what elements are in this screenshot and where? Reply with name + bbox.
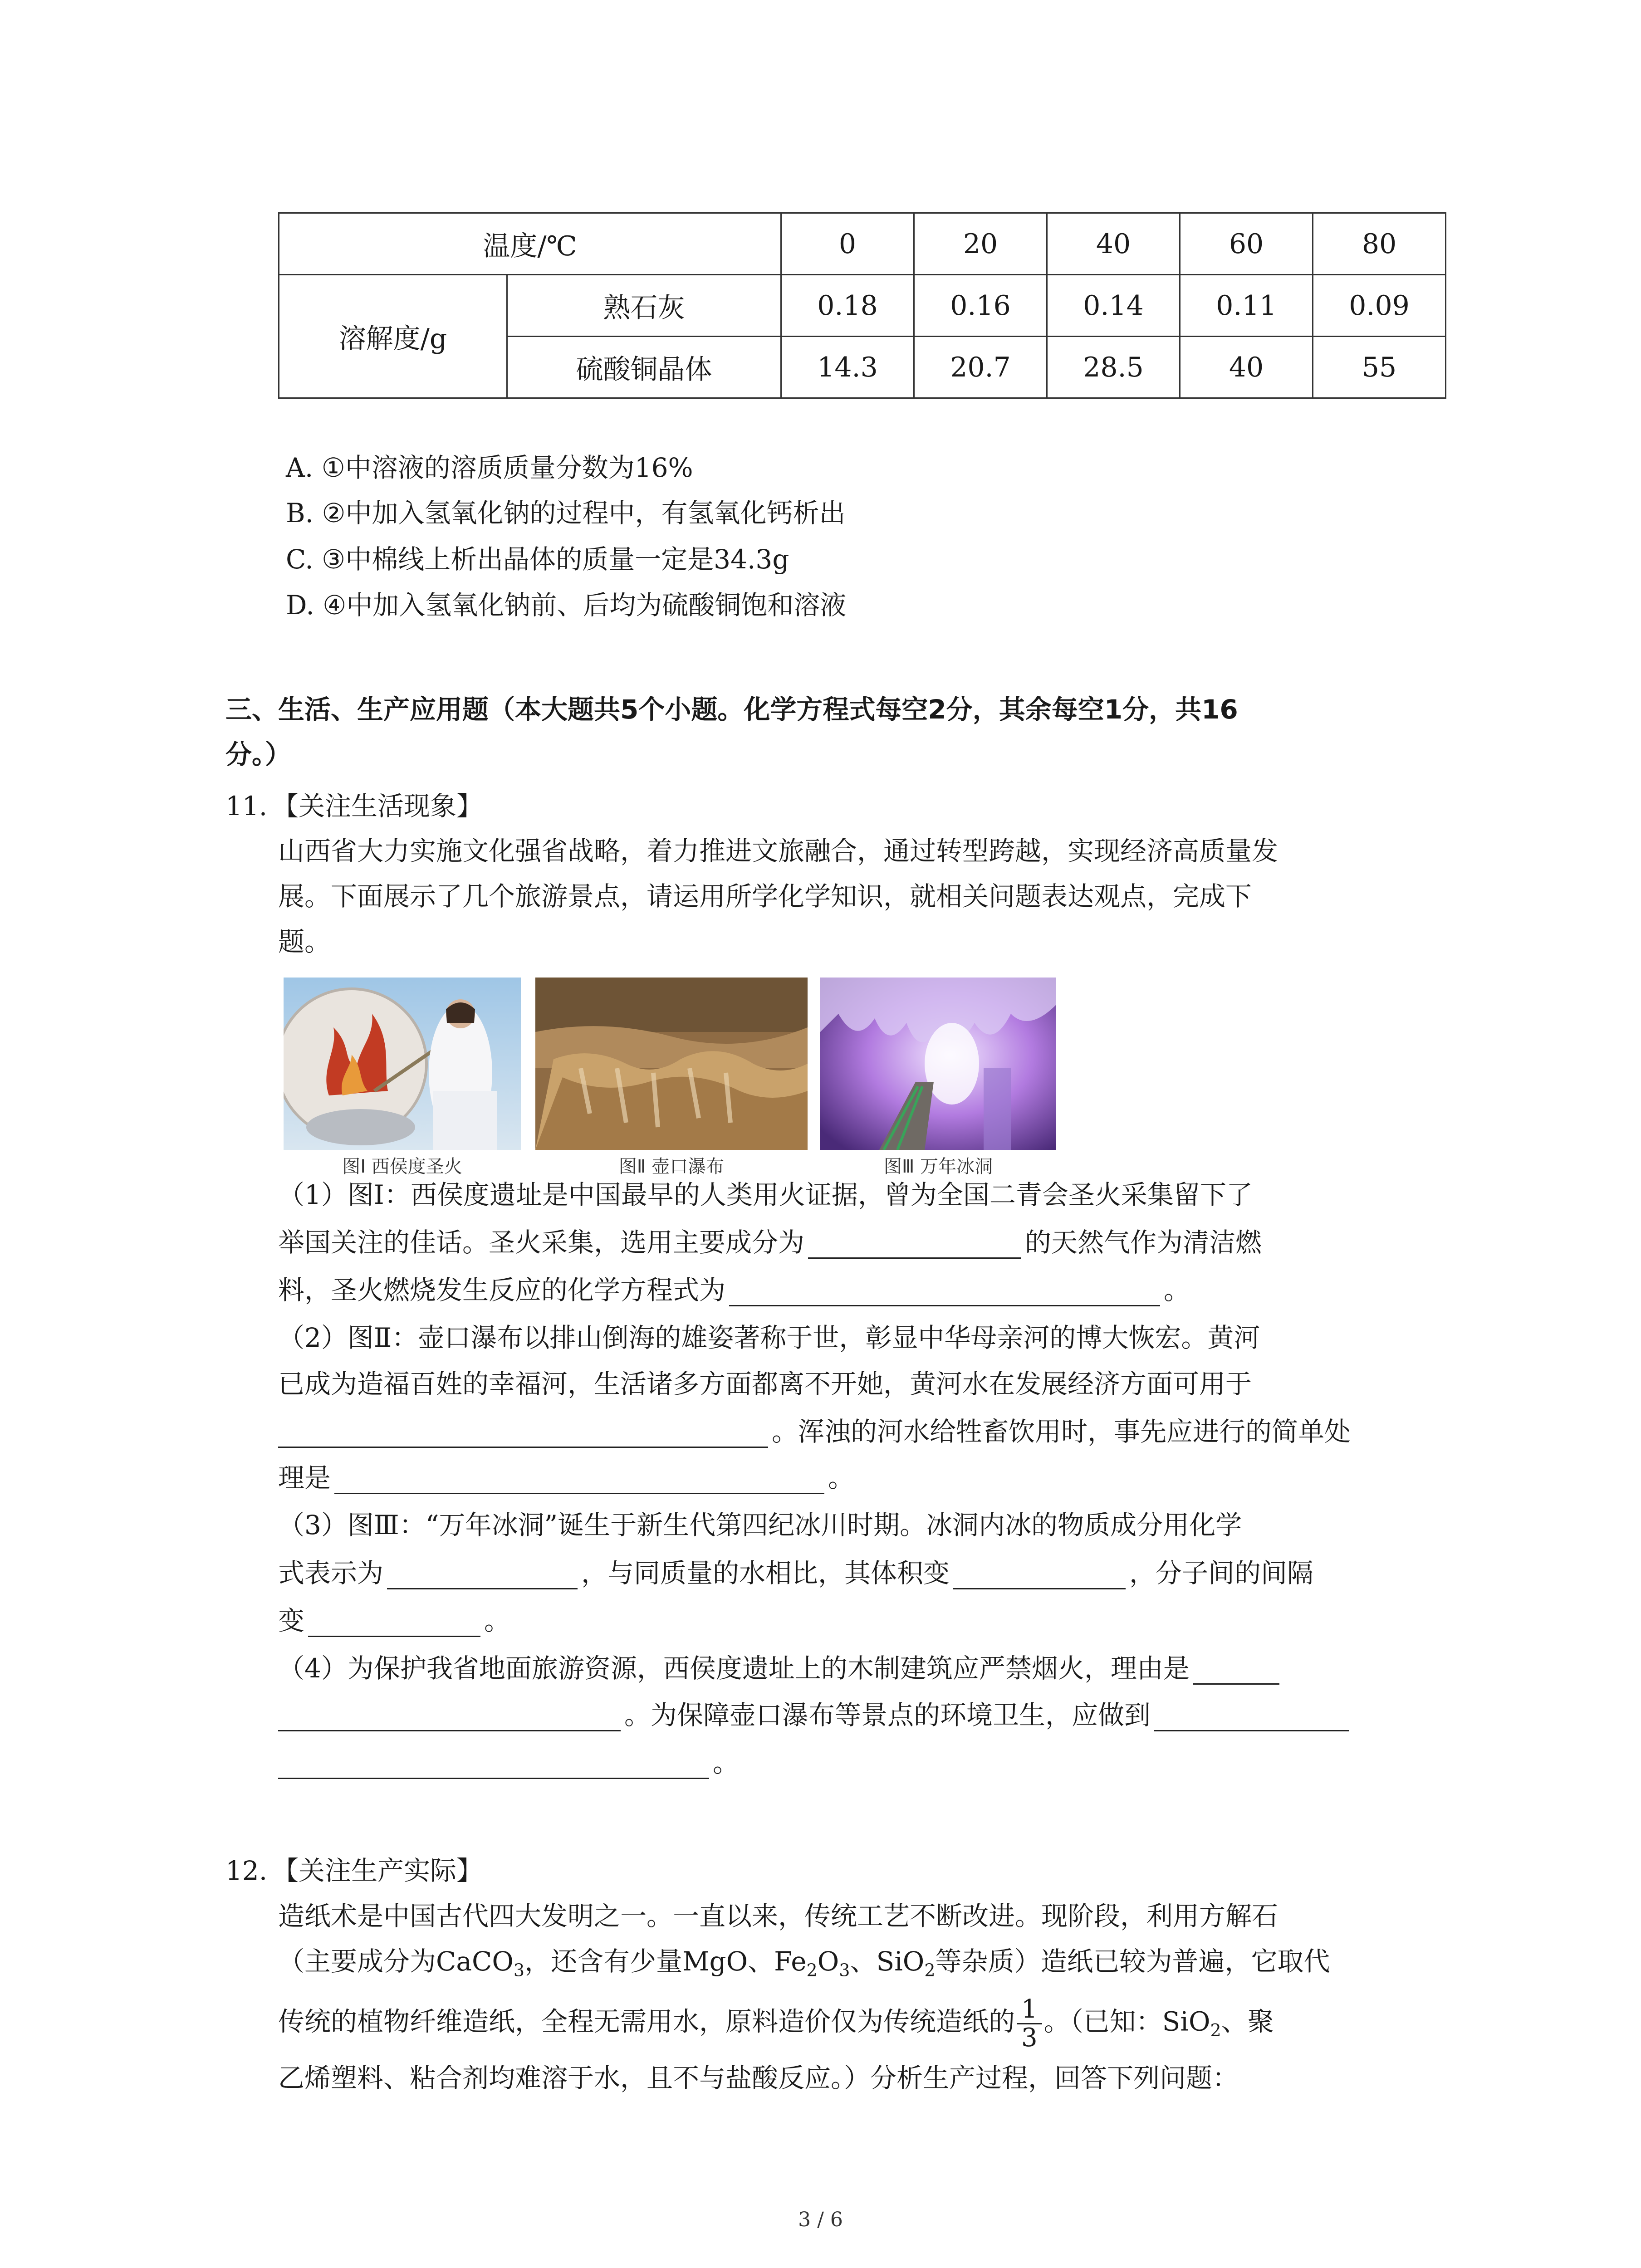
table-header-temperature: 温度/℃ — [279, 213, 781, 275]
table-cell: 55 — [1313, 337, 1446, 398]
text-span: 。为保障壶口瀑布等景点的环境卫生，应做到 — [624, 1700, 1151, 1730]
text-span: 举国关注的佳话。圣火采集，选用主要成分为 — [278, 1227, 805, 1258]
subscript: 3 — [839, 1960, 850, 1980]
subscript: 2 — [924, 1960, 936, 1980]
paragraph-line: 山西省大力实施文化强省战略，着力推进文旅融合，通过转型跨越，实现经济高质量发 — [278, 836, 1279, 866]
photo-caption-3: 图Ⅲ 万年冰洞 — [883, 1156, 993, 1177]
answer-blank[interactable] — [387, 1562, 578, 1589]
fraction — [1017, 1996, 1042, 2052]
paragraph-line — [278, 1274, 1190, 1306]
text-span: 。（已知：SiO — [1043, 2006, 1210, 2037]
text-span: （4）为保护我省地面旅游资源，西侯度遗址上的木制建筑应严禁烟火，理由是 — [278, 1653, 1190, 1684]
paragraph-line: 乙烯塑料、粘合剂均难溶于水，且不与盐酸反应。）分析生产过程，回答下列问题： — [278, 2063, 1239, 2093]
sub-question-3: （3）图Ⅲ：“万年冰洞”诞生于新生代第四纪冰川时期。冰洞内冰的物质成分用化学 — [278, 1510, 1242, 1540]
text-span: 。 — [1164, 1275, 1190, 1305]
answer-blank[interactable] — [278, 1751, 709, 1779]
page-number: 3 / 6 — [798, 2208, 843, 2231]
section-heading: 三、生活、生产应用题（本大题共5个小题。化学方程式每空2分，其余每空1分，共16 — [225, 694, 1238, 725]
paragraph-line — [278, 1746, 739, 1779]
answer-blank[interactable] — [278, 1704, 621, 1731]
table-cell: 0.16 — [914, 275, 1047, 337]
answer-blank[interactable] — [729, 1279, 1160, 1306]
text-span: 变 — [278, 1605, 305, 1636]
option-c: C. ③中棉线上析出晶体的质量一定是34.3g — [286, 544, 789, 575]
text-span: ，分子间的间隔 — [1129, 1558, 1314, 1589]
sub-question-2: （2）图Ⅱ：壶口瀑布以排山倒海的雄姿著称于世，彰显中华母亲河的博大恢宏。黄河 — [278, 1322, 1260, 1353]
section-heading-cont: 分。） — [225, 739, 292, 770]
text-span: 的天然气作为清洁燃 — [1025, 1227, 1262, 1258]
table-row-label-slaked-lime: 熟石灰 — [507, 275, 781, 337]
table-row-label-copper-sulfate: 硫酸铜晶体 — [507, 337, 781, 398]
photo-caption-2: 图Ⅱ 壶口瀑布 — [618, 1156, 725, 1177]
photo-caption-1: 图Ⅰ 西侯度圣火 — [342, 1156, 462, 1177]
paragraph-line — [278, 1226, 1262, 1259]
option-d: D. ④中加入氢氧化钠前、后均为硫酸铜饱和溶液 — [286, 590, 847, 621]
answer-blank[interactable] — [334, 1466, 824, 1494]
question-tag: 【关注生活现象】 — [272, 791, 483, 821]
text-span: （主要成分为CaCO — [278, 1946, 514, 1977]
solubility-table — [278, 212, 1446, 399]
photo-ice-cave — [820, 978, 1056, 1150]
fraction-denominator: 3 — [1021, 2023, 1038, 2053]
text-span: 式表示为 — [278, 1558, 384, 1589]
fraction-numerator: 1 — [1017, 1996, 1042, 2024]
text-span: 、SiO — [850, 1946, 925, 1977]
text-span: 。 — [484, 1605, 511, 1636]
text-span: 、聚 — [1221, 2006, 1274, 2037]
subscript: 2 — [1210, 2020, 1221, 2041]
paragraph-line — [278, 1996, 1274, 2052]
text-span: ，还含有少量MgO、Fe — [524, 1946, 807, 1977]
paragraph-line — [278, 1604, 510, 1637]
photo-xihoudu-flame — [284, 978, 521, 1150]
photo-hukou-waterfall — [535, 978, 808, 1150]
answer-blank[interactable] — [808, 1231, 1021, 1259]
text-span: ，与同质量的水相比，其体积变 — [581, 1558, 950, 1589]
text-span: 理是 — [278, 1462, 331, 1493]
text-span: 传统的植物纤维造纸，全程无需用水，原料造价仅为传统造纸的 — [278, 2006, 1015, 2037]
table-cell: 40 — [1180, 337, 1313, 398]
sub-question-1: （1）图Ⅰ：西侯度遗址是中国最早的人类用火证据，曾为全国二青会圣火采集留下了 — [278, 1179, 1253, 1210]
table-cell: 0.11 — [1180, 275, 1313, 337]
option-a: A. ①中溶液的溶质质量分数为16% — [286, 452, 693, 483]
answer-blank[interactable] — [1193, 1657, 1279, 1685]
table-cell: 20 — [914, 213, 1047, 275]
text-span: 等杂质）造纸已较为普遍，它取代 — [935, 1946, 1330, 1977]
question-number: 11. — [225, 791, 268, 821]
subscript: 3 — [513, 1960, 525, 1980]
table-header-solubility: 溶解度/g — [279, 275, 507, 398]
paragraph-line: 展。下面展示了几个旅游景点，请运用所学化学知识，就相关问题表达观点，完成下 — [278, 881, 1252, 912]
option-b: B. ②中加入氢氧化钠的过程中，有氢氧化钙析出 — [286, 498, 846, 528]
text-span: 。浑浊的河水给牲畜饮用时，事先应进行的简单处 — [772, 1416, 1351, 1447]
answer-blank[interactable] — [278, 1420, 768, 1448]
text-span: 。 — [828, 1462, 855, 1493]
table-cell: 14.3 — [781, 337, 914, 398]
sub-question-4 — [278, 1652, 1279, 1685]
answer-blank[interactable] — [953, 1562, 1126, 1589]
text-span: 。 — [713, 1747, 740, 1778]
text-span: O — [817, 1946, 839, 1977]
table-cell: 60 — [1180, 213, 1313, 275]
table-cell: 20.7 — [914, 337, 1047, 398]
text-span: 料，圣火燃烧发生反应的化学方程式为 — [278, 1275, 726, 1305]
table-cell: 0.09 — [1313, 275, 1446, 337]
table-cell: 80 — [1313, 213, 1446, 275]
paragraph-line: 已成为造福百姓的幸福河，生活诸多方面都离不开她，黄河水在发展经济方面可用于 — [278, 1369, 1252, 1399]
question-tag: 【关注生产实际】 — [272, 1855, 483, 1886]
table-cell: 0 — [781, 213, 914, 275]
paragraph-line: 题。 — [278, 926, 331, 957]
table-cell: 28.5 — [1047, 337, 1180, 398]
table-cell: 40 — [1047, 213, 1180, 275]
subscript: 2 — [806, 1960, 818, 1980]
question-number: 12. — [225, 1855, 268, 1886]
answer-blank[interactable] — [308, 1609, 480, 1637]
paragraph-line — [278, 1415, 1351, 1448]
paragraph-line — [278, 1557, 1313, 1589]
paragraph-line: 造纸术是中国古代四大发明之一。一直以来，传统工艺不断改进。现阶段，利用方解石 — [278, 1901, 1279, 1931]
answer-blank[interactable] — [1154, 1704, 1349, 1731]
paragraph-line — [278, 1461, 854, 1494]
table-cell: 0.18 — [781, 275, 914, 337]
table-cell: 0.14 — [1047, 275, 1180, 337]
paragraph-line — [278, 1699, 1349, 1731]
paragraph-line — [278, 1945, 1330, 1987]
